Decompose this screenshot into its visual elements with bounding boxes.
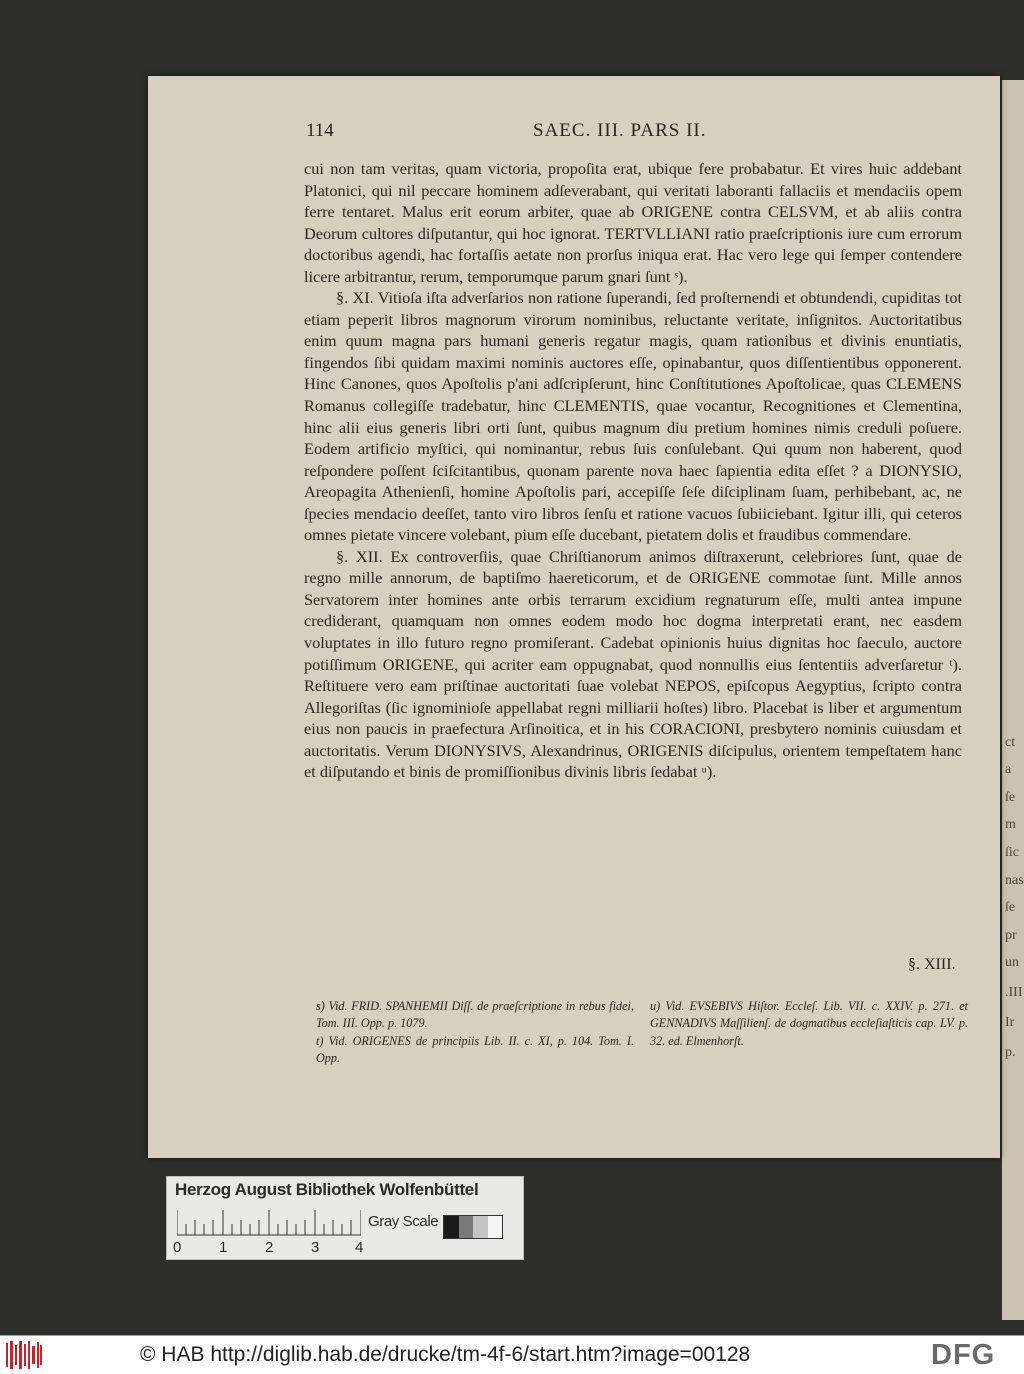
ruler-scale — [177, 1210, 361, 1236]
swatch-black — [444, 1216, 459, 1238]
edge-fragment: Ir — [1005, 1015, 1015, 1030]
edge-fragment: m — [1005, 817, 1016, 832]
footnote-s: s) Vid. FRID. SPANHEMII Diſſ. de praeſcriptione in rebus fidei, Tom. III. Opp. p. 1079. — [316, 999, 634, 1031]
edge-fragment: un — [1005, 955, 1019, 970]
scale-number: 4 — [355, 1239, 364, 1256]
edge-fragment: .III — [1005, 985, 1023, 1000]
next-page-edge — [1002, 80, 1024, 1320]
catchword: §. XIII. — [908, 956, 956, 973]
footer-bar — [0, 1335, 1024, 1374]
scale-number: 3 — [311, 1239, 320, 1256]
edge-fragment: pr — [1005, 928, 1017, 943]
edge-fragment: ſe — [1005, 790, 1016, 805]
edge-fragment: p. — [1005, 1045, 1016, 1060]
edge-fragment: a — [1005, 762, 1012, 777]
dfg-logo: DFG — [931, 1339, 996, 1371]
paragraph-1: cui non tam veritas, quam victoria, propoſita erat, ubique fere probabatur. Et vires huic addebant Platonici, qui nil peccare hominem adſeverabant, qui veritati laboranti fallaciis et mendaciis opem ferre tentaret. Malus erit eorum arbiter, quae ab ORIGENE contra CELSVM, et ab aliis contra Deorum cultores diſputantur, qui hoc ignorat. TERTVLLIANI ratio praeſcriptionis iure cum errorum doctoribus agendi, hac fortaſſis aetate non prorſus iniqua erat. Hac vero lege qui ſemper contendere licere arbitrantur, rerum, temporumque parum gnari ſunt ˢ). — [304, 159, 962, 286]
page-number: 114 — [306, 120, 334, 141]
library-name: Herzog August Bibliothek Wolfenbüttel — [175, 1180, 479, 1199]
running-title: SAEC. III. PARS II. — [533, 120, 707, 141]
gray-scale-swatch — [443, 1215, 503, 1239]
body-text — [304, 158, 962, 783]
running-head — [148, 120, 1000, 150]
edge-fragment: ſe — [1005, 900, 1016, 915]
footnotes-left-column — [316, 998, 634, 1067]
swatch-dark-gray — [459, 1216, 474, 1238]
scale-number: 0 — [173, 1239, 182, 1256]
paragraph-section-xi: §. XI. Vitioſa iſta adverſarios non ratione ſuperandi, ſed proſternendi et obtundendi, cupiditas tot etiam peperit libros magnorum virorum nominibus, reluctante veritate, inſignitos. Auctoritatibus enim quum magna pars humani generis regatur magis, quam rationibus et divinis enuntiatis, fingendos ſibi quidam maximi nominis auctores eſſe, opinabantur, quos diſſentientibus opponerent. Hinc Canones, quos Apoſtolis p'ani adſcripſerunt, hinc Conſtitutiones Apoſtolicae, quas CLEMENS Romanus collegiſſe tradebatur, hinc CLEMENTIS, quae vocantur, Recognitiones et Clementina, hinc alii eius generis libri orti ſunt, quibus magnum diu pretium homines nimis creduli poſuere. Eodem artificio myſtici, qui nominantur, rebus ſuis conſulebant. Qui quum non haberent, quod reſpondere poſſent ſciſcitantibus, quonam parente nova haec ſapientia edita eſſet ? a DIONYSIO, Areopagita Athenienſi, homine Apoſtolis pari, accepiſſe ſeſe diſciplinam ſuam, perhibebant, ac, ne ſpecies mendacio deeſſet, tanto viro libros ſenſu et ratione vacuos ſubiiciebant. Igitur illi, qui ceteros omnes pietate vincere volebant, pium eſſe ducebant, pietatem dolis et fraudibus commendare. — [304, 288, 962, 545]
edge-fragment: nas — [1005, 873, 1024, 888]
color-calibration-bar — [166, 1176, 524, 1260]
scale-number: 1 — [219, 1239, 228, 1256]
footnote-u: u) Vid. EVSEBIVS Hiſtor. Eccleſ. Lib. VII. c. XXIV. p. 271. et GENNADIVS Maſſilienſ. de dogmatibus eccleſiaſticis cap. LV. p. 32. ed. Elmenhorſt. — [650, 999, 968, 1048]
book-page — [148, 76, 1000, 1158]
barcode-logo-icon — [6, 1341, 42, 1369]
scale-number: 2 — [265, 1239, 274, 1256]
edge-fragment: ſic — [1005, 845, 1019, 860]
permalink-credit[interactable]: © HAB http://diglib.hab.de/drucke/tm-4f-6/start.htm?image=00128 — [140, 1343, 751, 1366]
footnotes-right-column — [650, 998, 968, 1050]
gray-scale-label: Gray Scale — [368, 1213, 439, 1230]
paragraph-section-xii: §. XII. Ex controverſiis, quae Chriſtianorum animos diſtraxerunt, celebriores ſunt, quae de regno mille annorum, de baptiſmo haereticorum, et de ORIGENE commotae ſunt. Mille annos Servatorem inter homines ante orbis terrarum excidium regnaturum eſſe, multi antea impune crediderant, quamquam non omnes eodem modo hoc dogma interpretati erant, nec easdem voluptates in illo futuro regno promiſerant. Cadebat opinionis huius dignitas hoc ſaeculo, auctore potiſſimum ORIGENE, qui acriter eam oppugnabat, quod nonnullis eius ſententiis adverſaretur ᵗ). Reſtituere vero eam priſtinae auctoritati ſuae volebat NEPOS, epiſcopus Aegyptius, ſcripto contra Allegoriſtas (ſic ignominioſe appellabat regni milliarii hoſtes) libro. Placebat is liber et argumentum eius non paucis in praefectura Arſinoitica, et in his CORACIONI, presbytero nominis cuiusdam et auctoritatis. Verum DIONYSIVS, Alexandrinus, ORIGENIS diſcipulus, orientem tempeſtatem hanc et diſputando et binis de promiſſionibus divinis libris ſedabat ᵘ). — [304, 546, 962, 782]
swatch-white — [488, 1216, 503, 1238]
footnote-t: t) Vid. ORIGENES de principiis Lib. II. c. XI, p. 104. Tom. I. Opp. — [316, 1033, 634, 1065]
swatch-light-gray — [473, 1216, 488, 1238]
edge-fragment: ct — [1005, 735, 1016, 750]
